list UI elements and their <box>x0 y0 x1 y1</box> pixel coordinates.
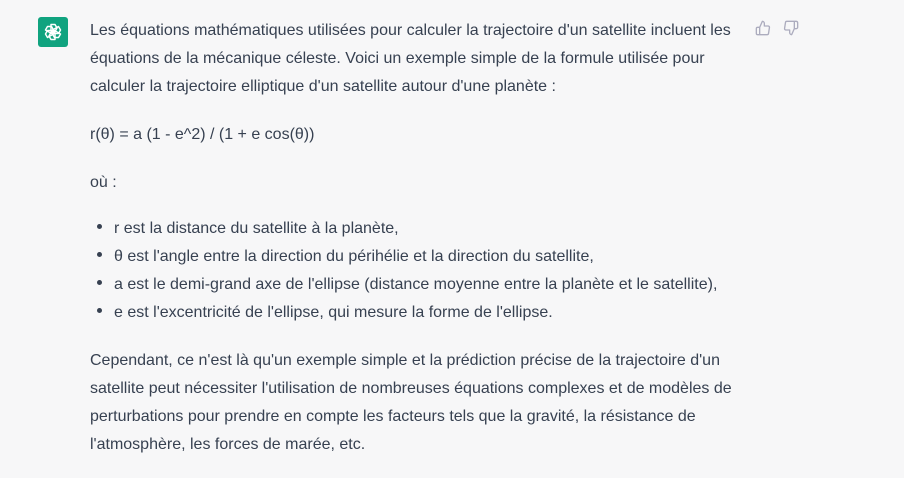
definitions-list <box>90 215 740 327</box>
bullet-dot <box>97 280 102 285</box>
thumbs-down-icon <box>783 20 799 36</box>
dislike-button[interactable] <box>783 20 799 36</box>
bullet-dot <box>97 308 102 313</box>
feedback-buttons <box>755 20 799 36</box>
conclusion-paragraph: Cependant, ce n'est là qu'un exemple simple et la prédiction précise de la trajectoire d'un satellite peut nécessiter l'utilisation de nombreuses équations complexes et de modèles de perturbations pour prendre en compte les facteurs tels que la gravité, la résistance de l'atmosphère, les forces de marée, etc. <box>90 352 732 453</box>
intro-paragraph: Les équations mathématiques utilisées pour calculer la trajectoire d'un satellite incluent les équations de la mécanique céleste. Voici un exemple simple de la formule utilisée pour calculer la trajectoire elliptique d'un satellite autour d'une planète : <box>90 22 731 95</box>
like-button[interactable] <box>755 20 771 36</box>
list-item: e est l'excentricité de l'ellipse, qui mesure la forme de l'ellipse. <box>90 299 740 327</box>
list-item: r est la distance du satellite à la planète, <box>90 215 740 243</box>
list-item: θ est l'angle entre la direction du périhélie et la direction du satellite, <box>90 243 740 271</box>
formula-paragraph: r(θ) = a (1 - e^2) / (1 + e cos(θ)) <box>90 126 315 143</box>
list-item: a est le demi-grand axe de l'ellipse (distance moyenne entre la planète et le satellite), <box>90 271 740 299</box>
bullet-dot <box>97 252 102 257</box>
bullet-dot <box>97 224 102 229</box>
ou-paragraph: où : <box>90 174 117 191</box>
openai-logo-icon <box>42 21 64 43</box>
assistant-avatar <box>38 17 68 47</box>
message-content <box>90 17 740 459</box>
thumbs-up-icon <box>755 20 771 36</box>
